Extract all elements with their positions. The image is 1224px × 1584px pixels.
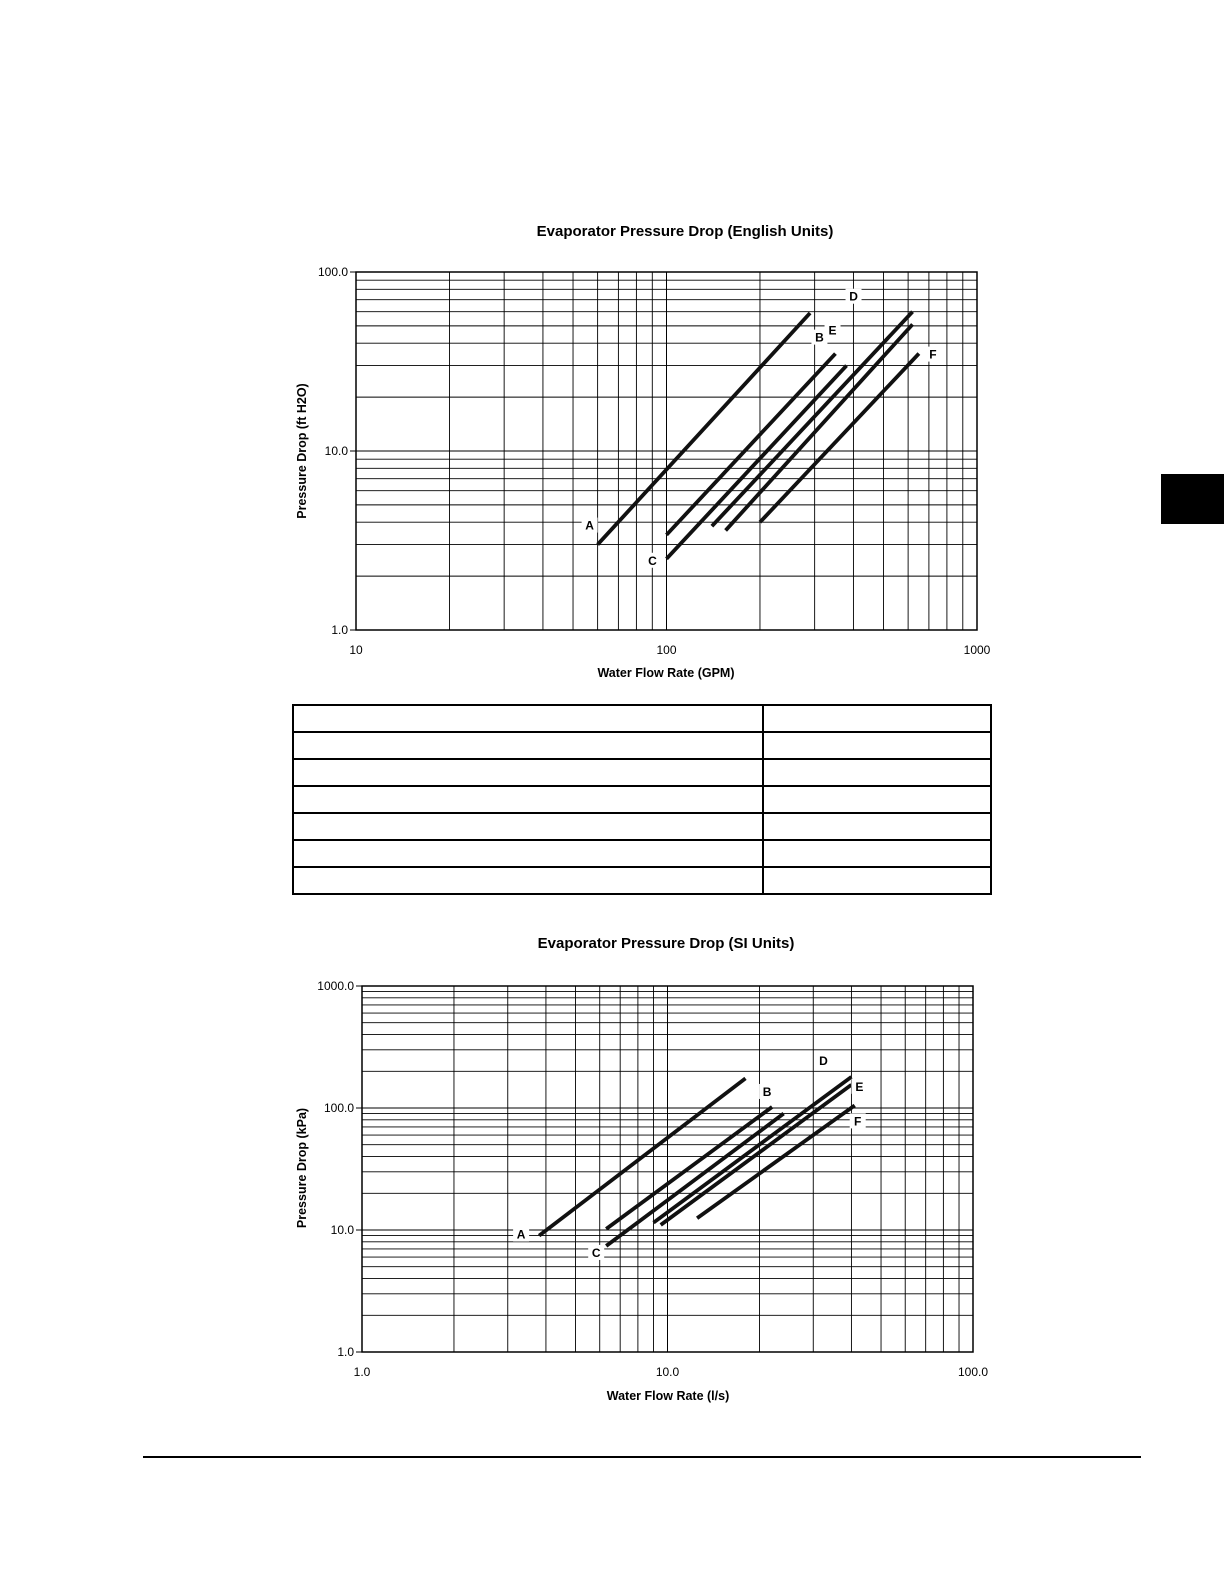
table-cell — [293, 759, 763, 786]
y-tick-labels — [318, 265, 348, 637]
y-tick-label: 10.0 — [324, 444, 348, 458]
table-row — [293, 759, 991, 786]
chart-grid — [356, 986, 973, 1352]
table-row — [293, 732, 991, 759]
series-line-e — [726, 324, 913, 530]
table-cell — [763, 813, 991, 840]
curve-label-b: B — [762, 1084, 772, 1099]
y-tick-label: 1000.0 — [317, 979, 354, 993]
y-tick-label: 1.0 — [331, 623, 348, 637]
table-cell — [293, 840, 763, 867]
y-axis-label: Pressure Drop (ft H2O) — [295, 383, 309, 519]
table-row — [293, 840, 991, 867]
table-cell — [763, 867, 991, 894]
table-cell — [293, 813, 763, 840]
x-axis-label: Water Flow Rate (l/s) — [606, 1389, 730, 1403]
x-tick-label: 10 — [349, 643, 363, 657]
table-cell — [763, 705, 991, 732]
table-row — [293, 786, 991, 813]
table-cell — [763, 840, 991, 867]
x-tick-labels — [349, 643, 990, 657]
table-row — [293, 705, 991, 732]
y-tick-label: 10.0 — [330, 1223, 354, 1237]
curve-label-f: F — [854, 1114, 862, 1129]
curve-label-c: C — [591, 1245, 601, 1260]
series-line-c — [667, 366, 847, 559]
curve-label-e: E — [828, 323, 837, 338]
english-units-chart — [0, 205, 1224, 695]
curve-label-e: E — [855, 1079, 864, 1094]
series-line-e — [661, 1085, 852, 1225]
curve-label-d: D — [849, 289, 858, 304]
model-legend-table — [292, 704, 992, 895]
table-cell — [293, 867, 763, 894]
curve-label-d: D — [819, 1053, 828, 1068]
table-cell — [763, 786, 991, 813]
footer-divider — [143, 1456, 1141, 1458]
table-cell — [293, 786, 763, 813]
si-units-chart — [0, 920, 1224, 1420]
curve-label-a: A — [516, 1227, 526, 1242]
y-tick-label: 1.0 — [337, 1345, 354, 1359]
series-line-f — [760, 354, 919, 523]
curve-label-a: A — [585, 518, 594, 533]
x-tick-label: 100.0 — [957, 1365, 989, 1379]
table-cell — [293, 732, 763, 759]
chart-title: Evaporator Pressure Drop (English Units) — [536, 223, 834, 240]
table-cell — [763, 759, 991, 786]
series-line-c — [606, 1114, 783, 1246]
data-lines — [598, 312, 919, 559]
x-tick-label: 100 — [656, 643, 677, 657]
x-tick-label: 1000 — [963, 643, 991, 657]
table-row — [293, 867, 991, 894]
x-tick-label: 1.0 — [353, 1365, 371, 1379]
section-tab-marker — [1161, 474, 1224, 524]
x-tick-label: 10.0 — [655, 1365, 680, 1379]
y-tick-labels — [317, 979, 354, 1359]
table-cell — [763, 732, 991, 759]
table-row — [293, 813, 991, 840]
curve-labels — [582, 289, 941, 568]
y-tick-label: 100.0 — [317, 265, 348, 279]
curve-label-f: F — [929, 347, 937, 362]
chart-title: Evaporator Pressure Drop (SI Units) — [537, 935, 795, 952]
x-tick-labels — [354, 1365, 989, 1379]
curve-label-b: B — [815, 330, 824, 345]
y-axis-label: Pressure Drop (kPa) — [295, 1107, 309, 1229]
data-lines — [539, 1077, 855, 1246]
table-cell — [293, 705, 763, 732]
series-line-b — [606, 1107, 772, 1229]
y-tick-label: 100.0 — [323, 1101, 354, 1115]
curve-label-c: C — [648, 553, 657, 568]
series-line-d — [654, 1077, 852, 1223]
x-axis-label: Water Flow Rate (GPM) — [597, 666, 735, 680]
chart-grid — [350, 272, 977, 630]
series-line-a — [598, 313, 810, 545]
